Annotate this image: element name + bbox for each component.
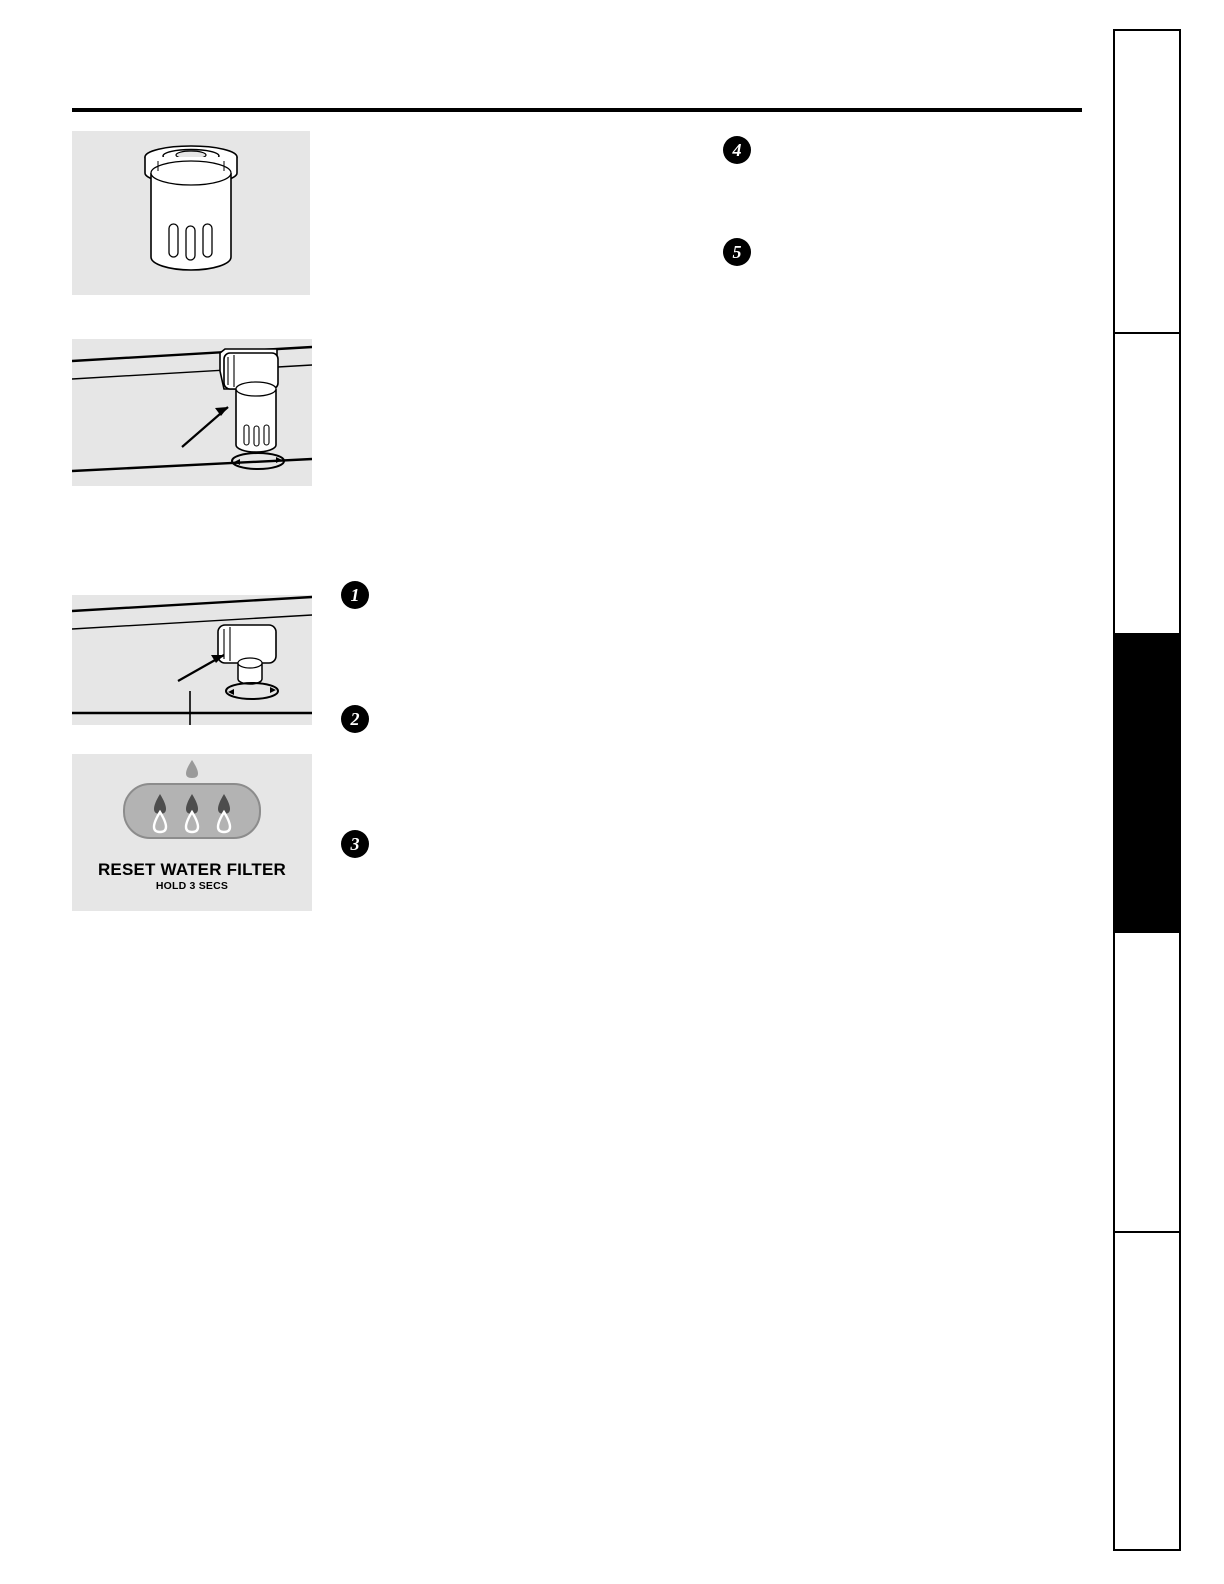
figure-filter-removal: [72, 595, 312, 725]
step-bullet-4: 4: [723, 136, 751, 164]
tab-segment-1: [1115, 31, 1179, 334]
step-bullet-2: 2: [341, 705, 369, 733]
tab-segment-2: [1115, 334, 1179, 633]
figure-water-filter-cartridge: [72, 131, 310, 295]
step-bullet-3: 3: [341, 830, 369, 858]
tab-segment-5: [1115, 1233, 1179, 1549]
step-bullet-1: 1: [341, 581, 369, 609]
figure-reset-water-filter: [72, 754, 312, 911]
figure-filter-installation: [72, 339, 312, 486]
tab-segment-3: [1115, 633, 1179, 933]
removal-illustration: [72, 595, 312, 725]
cartridge-illustration: [72, 131, 310, 295]
side-tab-column: [1113, 29, 1181, 1551]
reset-filter-sublabel: HOLD 3 SECS: [155, 880, 229, 892]
header-rule: [72, 108, 1082, 112]
reset-filter-label: RESET WATER FILTER: [97, 860, 287, 879]
reset-pad-illustration: [72, 754, 312, 854]
step-bullet-5: 5: [723, 238, 751, 266]
installation-illustration: [72, 339, 312, 486]
tab-segment-4: [1115, 933, 1179, 1233]
